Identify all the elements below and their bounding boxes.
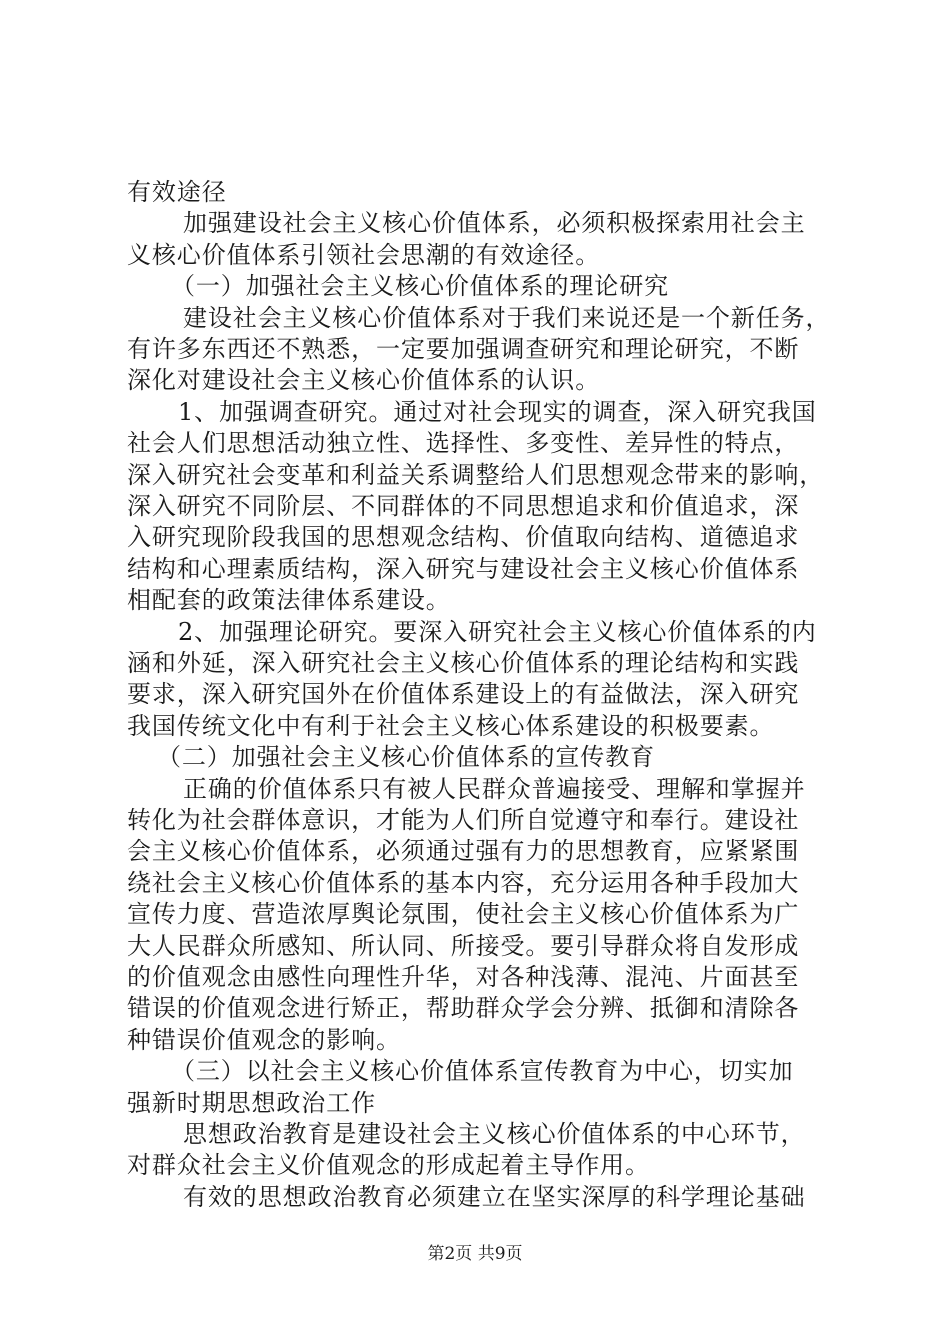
section-heading: （三）以社会主义核心价值体系宣传教育为中心，切实加	[171, 1057, 794, 1086]
text-line: 种错误价值观念的影响。	[127, 1025, 401, 1054]
text-line: 有效途径	[127, 178, 227, 206]
text-line: 加强建设社会主义核心价值体系，必须积极探索用社会主	[183, 209, 806, 238]
text-line: 2、加强理论研究。要深入研究社会主义核心价值体系的内	[178, 617, 817, 646]
text-line: 强新时期思想政治工作	[127, 1088, 376, 1117]
text-line: 我国传统文化中有利于社会主义核心体系建设的积极要素。	[127, 711, 775, 740]
text-line: 要求，深入研究国外在价值体系建设上的有益做法，深入研究	[127, 680, 800, 709]
text-line: 深入研究社会变革和利益关系调整给人们思想观念带来的影响，	[127, 460, 825, 489]
text-line: 正确的价值体系只有被人民群众普遍接受、理解和掌握并	[183, 774, 806, 803]
text-line: 建设社会主义核心价值体系对于我们来说还是一个新任务，	[183, 303, 831, 332]
text-line: 入研究现阶段我国的思想观念结构、价值取向结构、道德追求	[127, 523, 800, 552]
text-line: 转化为社会群体意识，才能为人们所自觉遵守和奉行。建设社	[127, 806, 800, 834]
text-line: 对群众社会主义价值观念的形成起着主导作用。	[127, 1151, 650, 1180]
text-line: 相配套的政策法律体系建设。	[127, 586, 451, 615]
text-line: 会主义核心价值体系，必须通过强有力的思想教育，应紧紧围	[127, 837, 800, 866]
text-line: 1、加强调查研究。通过对社会现实的调查，深入研究我国	[178, 397, 817, 426]
text-line: 涵和外延，深入研究社会主义核心价值体系的理论结构和实践	[127, 649, 800, 677]
text-line: 义核心价值体系引领社会思潮的有效途径。	[127, 240, 601, 269]
text-line: 大人民群众所感知、所认同、所接受。要引导群众将自发形成	[127, 931, 800, 960]
page-number-footer: 第2页 共9页	[427, 1244, 523, 1264]
text-line: 结构和心理素质结构，深入研究与建设社会主义核心价值体系	[127, 554, 800, 583]
text-line: 有效的思想政治教育必须建立在坚实深厚的科学理论基础	[183, 1182, 806, 1211]
text-line: 错误的价值观念进行矫正，帮助群众学会分辨、抵御和清除各	[127, 994, 800, 1023]
text-line: 深入研究不同阶层、不同群体的不同思想追求和价值追求，深	[127, 492, 800, 520]
section-heading: （二）加强社会主义核心价值体系的宣传教育	[157, 743, 655, 772]
section-heading: （一）加强社会主义核心价值体系的理论研究	[171, 272, 669, 301]
text-line: 有许多东西还不熟悉，一定要加强调查研究和理论研究，不断	[127, 335, 800, 363]
text-line: 宣传力度、营造浓厚舆论氛围，使社会主义核心价值体系为广	[127, 900, 800, 929]
text-line: 深化对建设社会主义核心价值体系的认识。	[127, 366, 601, 395]
text-line: 绕社会主义核心价值体系的基本内容，充分运用各种手段加大	[127, 868, 800, 897]
text-line: 的价值观念由感性向理性升华，对各种浅薄、混沌、片面甚至	[127, 963, 800, 991]
text-line: 社会人们思想活动独立性、选择性、多变性、差异性的特点，	[127, 429, 800, 458]
text-line: 思想政治教育是建设社会主义核心价值体系的中心环节，	[183, 1120, 806, 1148]
